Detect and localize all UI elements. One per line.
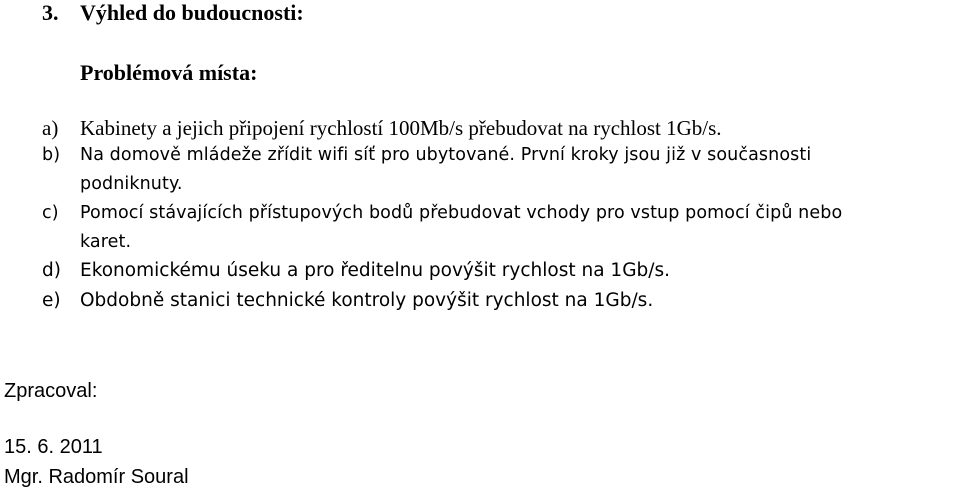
prepared-by-label: Zpracoval: [4, 380, 98, 402]
author-name: Mgr. Radomír Soural [4, 466, 189, 488]
section-heading [42, 0, 304, 26]
section-title: Výhled do budoucnosti: [80, 0, 304, 25]
list-item-letter: a) [42, 116, 59, 140]
list-item-letter: e) [42, 290, 61, 311]
list-item-text: karet. [80, 232, 132, 252]
list-item-letter: d) [42, 260, 61, 281]
list-item-text: podniknuty. [80, 174, 183, 194]
list-item-text: Obdobně stanici technické kontroly povýšit rychlost na 1Gb/s. [80, 290, 654, 311]
list-item-letter: c) [42, 203, 59, 223]
list-item-text: Pomocí stávajících přístupových bodů přebudovat vchody pro vstup pomocí čipů nebo [80, 203, 843, 223]
document-date: 15. 6. 2011 [4, 436, 103, 458]
list-item-text: Kabinety a jejich připojení rychlostí 100Mb/s přebudovat na rychlost 1Gb/s. [80, 116, 722, 140]
list-item-letter: b) [42, 145, 61, 165]
list-item-text: Ekonomickému úseku a pro ředitelnu povýšit rychlost na 1Gb/s. [80, 260, 671, 281]
section-number: 3. [42, 0, 59, 25]
subheading: Problémová místa: [80, 60, 258, 85]
list-item-text: Na domově mládeže zřídit wifi síť pro ubytované. První kroky jsou již v současnosti [80, 145, 812, 165]
